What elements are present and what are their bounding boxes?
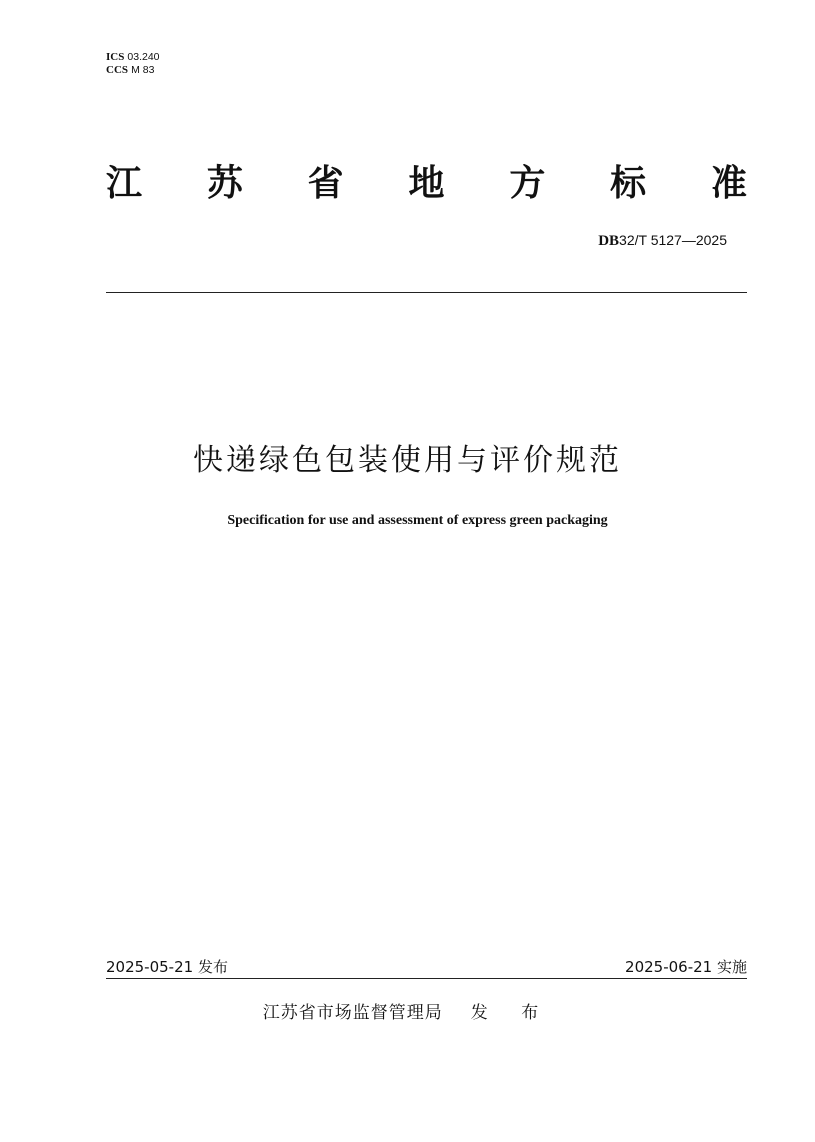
standard-number-code: 32/T 5127—2025 <box>619 232 727 248</box>
category-char: 准 <box>710 163 747 204</box>
standard-number <box>598 232 727 250</box>
bottom-divider <box>106 978 747 979</box>
implement-date: 2025-06-21 实施 <box>625 958 747 976</box>
category-char: 标 <box>610 163 647 204</box>
publish-date: 2025-05-21 发布 <box>106 958 228 976</box>
issuer-row <box>0 1001 815 1025</box>
category-char: 方 <box>509 163 546 204</box>
category-char: 省 <box>307 163 344 204</box>
issuing-organization: 江苏省市场监督管理局 <box>262 1003 443 1023</box>
ics-label: ICS <box>106 51 125 63</box>
ccs-code: M 83 <box>131 64 155 76</box>
standard-category-heading <box>106 162 747 206</box>
document-title-english: Specification for use and assessment of express green packaging <box>227 513 608 528</box>
ics-code: 03.240 <box>127 51 160 63</box>
category-char: 苏 <box>206 163 243 204</box>
top-divider <box>106 292 747 293</box>
ccs-label: CCS <box>106 64 129 76</box>
issue-action: 发 布 <box>470 1003 553 1023</box>
ics-code-row <box>106 51 160 64</box>
classification-codes <box>106 51 160 77</box>
standard-number-prefix: DB <box>598 233 620 249</box>
category-char: 地 <box>408 163 445 204</box>
category-char: 江 <box>106 163 143 204</box>
date-row <box>106 957 747 977</box>
document-title-chinese: 快递绿色包装使用与评价规范 <box>193 443 622 478</box>
ccs-code-row <box>106 64 160 77</box>
